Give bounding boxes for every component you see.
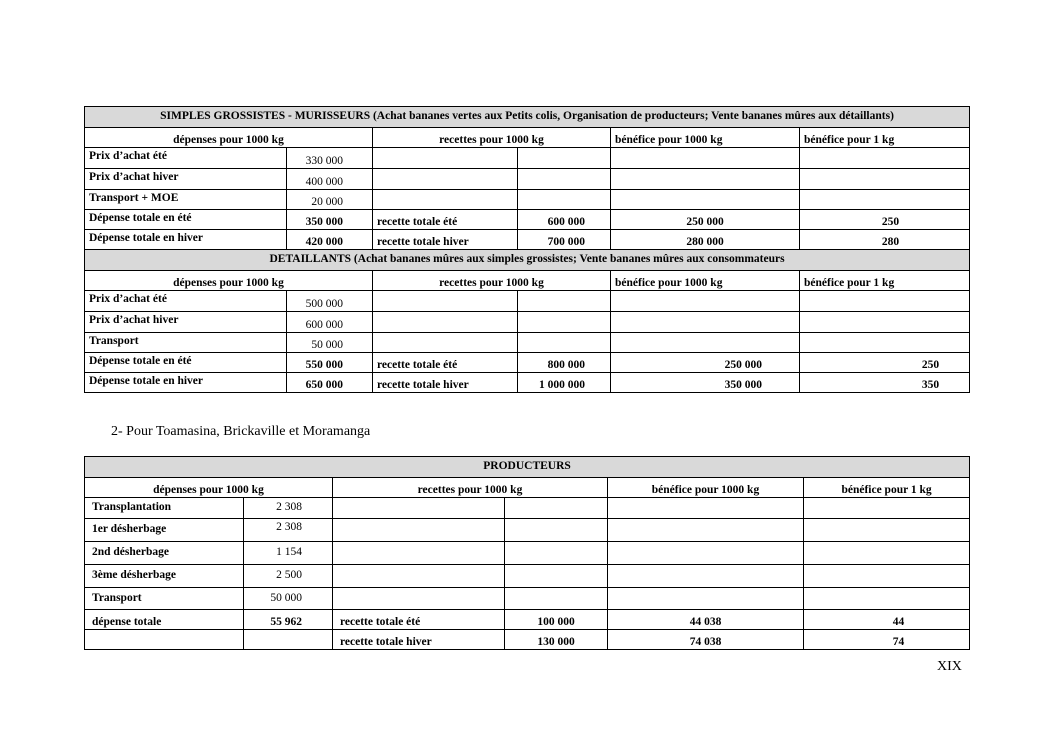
producers-table <box>84 456 970 650</box>
table-row: 2nd désherbage 1 154 <box>85 542 970 565</box>
table-row: Dépense totale en hiver 650 000 recette totale hiver 1 000 000 350 000 350 <box>85 373 970 393</box>
table-row: 3ème désherbage 2 500 <box>85 565 970 588</box>
header-profit-1kg: bénéfice pour 1 kg <box>804 478 970 498</box>
header-expenses: dépenses pour 1000 kg <box>85 271 373 291</box>
header-expenses: dépenses pour 1000 kg <box>85 478 333 498</box>
header-expenses: dépenses pour 1000 kg <box>85 128 373 148</box>
table-row: dépense totale 55 962 recette totale été 100 000 44 038 44 <box>85 610 970 630</box>
table-row: Dépense totale en été 350 000 recette totale été 600 000 250 000 250 <box>85 210 970 230</box>
table-row: 1er désherbage 2 308 <box>85 519 970 542</box>
header-receipts: recettes pour 1000 kg <box>333 478 608 498</box>
table-row: Transport + MOE 20 000 <box>85 190 970 210</box>
header-receipts: recettes pour 1000 kg <box>373 128 611 148</box>
table-row: Prix d’achat été 500 000 <box>85 291 970 312</box>
page-number: XIX <box>937 659 962 674</box>
header-profit-1kg: bénéfice pour 1 kg <box>800 128 970 148</box>
table-row: Prix d’achat hiver 600 000 <box>85 312 970 333</box>
section-heading: 2- Pour Toamasina, Brickaville et Moramanga <box>111 424 371 439</box>
header-profit-1000kg: bénéfice pour 1000 kg <box>611 271 800 291</box>
wholesalers-retailers-table <box>84 106 970 393</box>
table-row: Transport 50 000 <box>85 333 970 353</box>
table-row: recette totale hiver 130 000 74 038 74 <box>85 630 970 650</box>
header-receipts: recettes pour 1000 kg <box>373 271 611 291</box>
table-row: Transport 50 000 <box>85 588 970 610</box>
header-profit-1000kg: bénéfice pour 1000 kg <box>611 128 800 148</box>
wholesalers-title: SIMPLES GROSSISTES - MURISSEURS (Achat bananes vertes aux Petits colis, Organisation de producteurs; Vente bananes mûres aux détaillants) <box>85 107 970 128</box>
table-row: Prix d’achat été 330 000 <box>85 148 970 169</box>
table-row: Dépense totale en été 550 000 recette totale été 800 000 250 000 250 <box>85 353 970 373</box>
header-profit-1kg: bénéfice pour 1 kg <box>800 271 970 291</box>
retailers-title: DETAILLANTS (Achat bananes mûres aux simples grossistes; Vente bananes mûres aux consommateurs <box>85 250 970 271</box>
header-profit-1000kg: bénéfice pour 1000 kg <box>608 478 804 498</box>
table-row: Dépense totale en hiver 420 000 recette totale hiver 700 000 280 000 280 <box>85 230 970 250</box>
table-row: Transplantation 2 308 <box>85 498 970 519</box>
producers-title: PRODUCTEURS <box>85 457 970 478</box>
table-row: Prix d’achat hiver 400 000 <box>85 169 970 190</box>
